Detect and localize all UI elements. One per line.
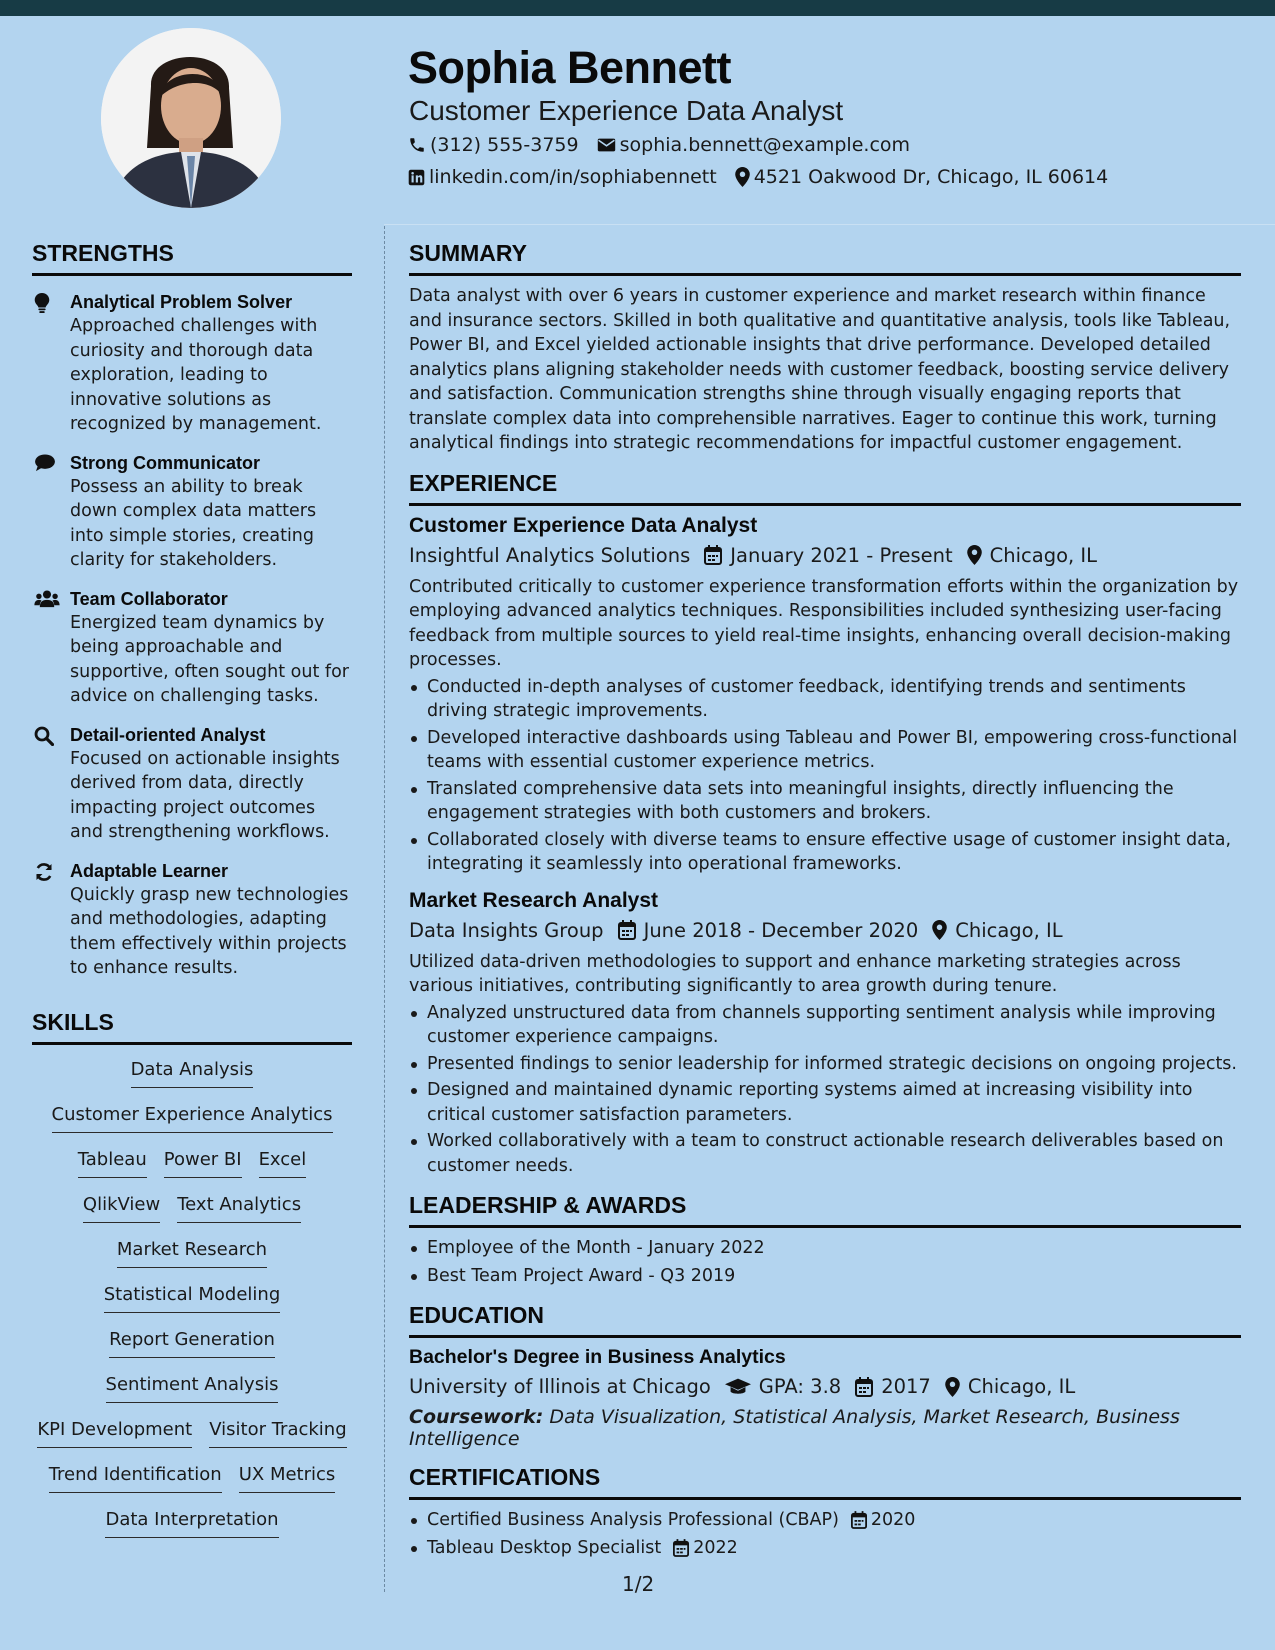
skill-tag: KPI Development [37,1417,192,1448]
email-text: sophia.bennett@example.com [619,134,911,156]
skill-row [32,1102,352,1147]
skill-row [32,1417,352,1462]
strength-description: Focused on actionable insights derived from data, directly impacting project outcomes and strengthening workflows. [70,748,340,842]
certification-row [427,1508,1241,1533]
skill-tag: Data Interpretation [105,1507,278,1538]
skill-row [32,1282,352,1327]
skill-tag: Visitor Tracking [209,1417,346,1448]
list-item: Worked collaboratively with a team to construct actionable research deliverables based on customer needs. [409,1129,1241,1178]
gpa-text: GPA: 3.8 [758,1375,842,1398]
strength-title: Team Collaborator [70,588,228,609]
skill-tag: UX Metrics [239,1462,336,1493]
certification-item [409,1536,1241,1561]
award-item: Best Team Project Award - Q3 2019 [409,1264,1241,1289]
strength-body [70,290,352,437]
skill-row [32,1237,352,1282]
skill-tag: Customer Experience Analytics [52,1102,333,1133]
linkedin-item[interactable] [408,166,717,188]
strength-item [32,859,352,981]
strength-title: Adaptable Learner [70,860,229,881]
job-dates [618,919,919,942]
job-bullets [409,675,1241,877]
experience-heading: EXPERIENCE [409,470,1241,506]
list-item: Designed and maintained dynamic reporting systems aimed at increasing visibility into critical customer satisfaction parameters. [409,1078,1241,1127]
strength-body [70,587,352,709]
skill-row [32,1057,352,1102]
education-meta [409,1375,1241,1398]
skill-row [32,1372,352,1417]
list-item: Analyzed unstructured data from channels supporting sentiment analysis while improving customer experience campaigns. [409,1001,1241,1050]
skill-row [32,1327,352,1372]
phone-text: (312) 555-3759 [430,134,579,156]
address-item [735,166,1109,188]
map-pin-icon [945,1377,960,1397]
awards-list [409,1236,1241,1288]
certification-item [409,1508,1241,1533]
education-year [855,1375,931,1398]
job-meta [409,919,1241,942]
comment-icon [32,451,70,573]
skill-tag: Tableau [78,1147,147,1178]
location-text: Chicago, IL [967,1375,1076,1398]
column-divider [384,226,385,1592]
contact-row-1 [408,134,928,156]
map-pin-icon [967,545,982,565]
certification-year: 2022 [693,1537,738,1558]
skill-tag: Power BI [164,1147,242,1178]
phone-icon [408,136,426,154]
job-title: Market Research Analyst [409,888,659,912]
strengths-heading: STRENGTHS [32,240,352,276]
school-name [409,1375,711,1398]
strengths-list [32,290,352,981]
list-item: Presented findings to senior leadership for informed strategic decisions on ongoing projects. [409,1052,1241,1077]
strength-body [70,859,352,981]
skill-row [32,1507,352,1552]
lightbulb-icon [32,290,70,437]
skill-tag: Excel [259,1147,307,1178]
skill-tag: Text Analytics [177,1192,301,1223]
strength-title: Strong Communicator [70,452,261,473]
candidate-name: Sophia Bennett [408,42,732,93]
skills-list [32,1057,352,1552]
skills-heading: SKILLS [32,1009,352,1045]
page-number: 1/2 [622,1572,655,1596]
list-item: Conducted in-depth analyses of customer feedback, identifying trends and sentiments driving strategic improvements. [409,675,1241,724]
strength-description: Possess an ability to break down complex data matters into simple stories, creating clarity for stakeholders. [70,476,317,570]
refresh-icon [32,859,70,981]
dates-text: January 2021 - Present [730,543,953,567]
linkedin-icon [408,169,425,186]
top-bar [0,0,1275,16]
education-heading: EDUCATION [409,1302,1241,1338]
contact-row-2 [408,166,1126,188]
map-pin-icon [932,920,947,940]
strength-title: Analytical Problem Solver [70,292,293,312]
skill-tag: Data Analysis [131,1057,254,1088]
degree-title: Bachelor's Degree in Business Analytics [409,1346,786,1368]
skill-tag: Market Research [117,1237,267,1268]
header-divider [384,224,1275,225]
certification-name: Certified Business Analysis Professional (CBAP) [427,1510,839,1530]
certification-row [427,1536,1241,1561]
candidate-headline: Customer Experience Data Analyst [409,95,844,126]
graduation-cap-icon [725,1378,751,1396]
experience-list [409,514,1241,1179]
strength-description: Approached challenges with curiosity and thorough data exploration, leading to innovative solutions as recognized by management. [70,316,322,434]
gpa-item [725,1375,841,1398]
job-location [967,544,1097,567]
strength-item [32,290,352,437]
education-location [945,1375,1075,1398]
users-icon [32,587,70,709]
list-item: Developed interactive dashboards using Tableau and Power BI, empowering cross-functional teams with essential customer experience metrics. [409,726,1241,775]
calendar-icon [673,1539,689,1557]
certification-name: Tableau Desktop Specialist [427,1537,662,1558]
strength-item [32,723,352,845]
strength-item [32,587,352,709]
search-icon [32,723,70,845]
strength-item [32,451,352,573]
award-item: Employee of the Month - January 2022 [409,1236,1241,1261]
company-name: Data Insights Group [409,918,604,942]
strength-description: Energized team dynamics by being approachable and supportive, often sought out for advice on challenging tasks. [70,612,349,706]
skill-tag: QlikView [83,1192,160,1223]
certifications-heading: CERTIFICATIONS [409,1464,1241,1500]
strength-description: Quickly grasp new technologies and methodologies, adapting them effectively within projects to enhance results. [70,884,349,978]
strength-body [70,451,352,573]
strength-title: Detail-oriented Analyst [70,724,266,745]
calendar-icon [851,1511,867,1529]
map-pin-icon [735,167,750,187]
summary-text: Data analyst with over 6 years in customer experience and market research within finance and insurance sectors. Skilled in both qualitative and quantitative analysis, tools like Tableau, Power BI, and Excel yielded actionable insights that drive performance. Developed detailed analytics plans aligning stakeholder needs with customer feedback, boosting service delivery and satisfaction. Communication strengths shine through visually engaging reports that translate complex data into comprehensible narratives. Eager to continue this work, turning analytical findings into strategic recommendations for impactful customer engagement. [409,286,1231,453]
certifications-list [409,1508,1241,1560]
skill-row [32,1192,352,1237]
job-title: Customer Experience Data Analyst [409,513,758,537]
job-dates [704,544,952,567]
job-description: Contributed critically to customer experience transformation efforts within the organization by employing advanced analytics techniques. Responsibilities included synthesizing user-facing feedback from multiple sources to yield real-time insights, enhancing overall decision-making processes. [409,576,1239,670]
location-text: Chicago, IL [989,543,1098,567]
coursework-text: Data Visualization, Statistical Analysis, Market Research, Business Intelligence [409,1406,1180,1450]
skill-row [32,1462,352,1507]
dates-text: June 2018 - December 2020 [643,918,919,942]
coursework-label: Coursework: [409,1406,544,1428]
calendar-icon [704,545,722,565]
skill-tag: Report Generation [109,1327,275,1358]
certification-year: 2020 [870,1510,916,1530]
strength-body [70,723,352,845]
calendar-icon [618,920,636,940]
job-bullets [409,1001,1241,1179]
address-text: 4521 Oakwood Dr, Chicago, IL 60614 [753,166,1109,188]
list-item: Translated comprehensive data sets into meaningful insights, directly influencing the engagement strategies with both customers and brokers. [409,777,1241,826]
right-column [409,240,1241,1560]
skill-row [32,1147,352,1192]
calendar-icon [855,1377,873,1397]
coursework [409,1406,1241,1450]
skill-tag: Statistical Modeling [104,1282,281,1313]
skill-tag: Sentiment Analysis [106,1372,279,1403]
phone-item[interactable] [408,134,579,156]
job-location [932,919,1062,942]
skill-tag: Trend Identification [49,1462,222,1493]
company-name: Insightful Analytics Solutions [409,543,691,567]
linkedin-text: linkedin.com/in/sophiabennett [429,166,717,188]
job-meta [409,544,1241,567]
year-text: 2017 [881,1375,931,1398]
left-column [32,240,352,1552]
job-entry [409,889,1241,1179]
list-item: Collaborated closely with diverse teams to ensure effective usage of customer insight data, integrating it seamlessly into operational frameworks. [409,828,1241,877]
location-text: Chicago, IL [955,918,1063,942]
awards-heading: LEADERSHIP & AWARDS [409,1192,1241,1228]
summary-heading: SUMMARY [409,240,1241,276]
email-item[interactable] [597,134,910,156]
school-text: University of Illinois at Chicago [409,1375,711,1398]
job-entry [409,514,1241,877]
envelope-icon [597,137,616,153]
avatar [101,28,281,208]
job-description: Utilized data-driven methodologies to support and enhance marketing strategies across various initiatives, contributing significantly to area growth during tenure. [409,951,1181,996]
